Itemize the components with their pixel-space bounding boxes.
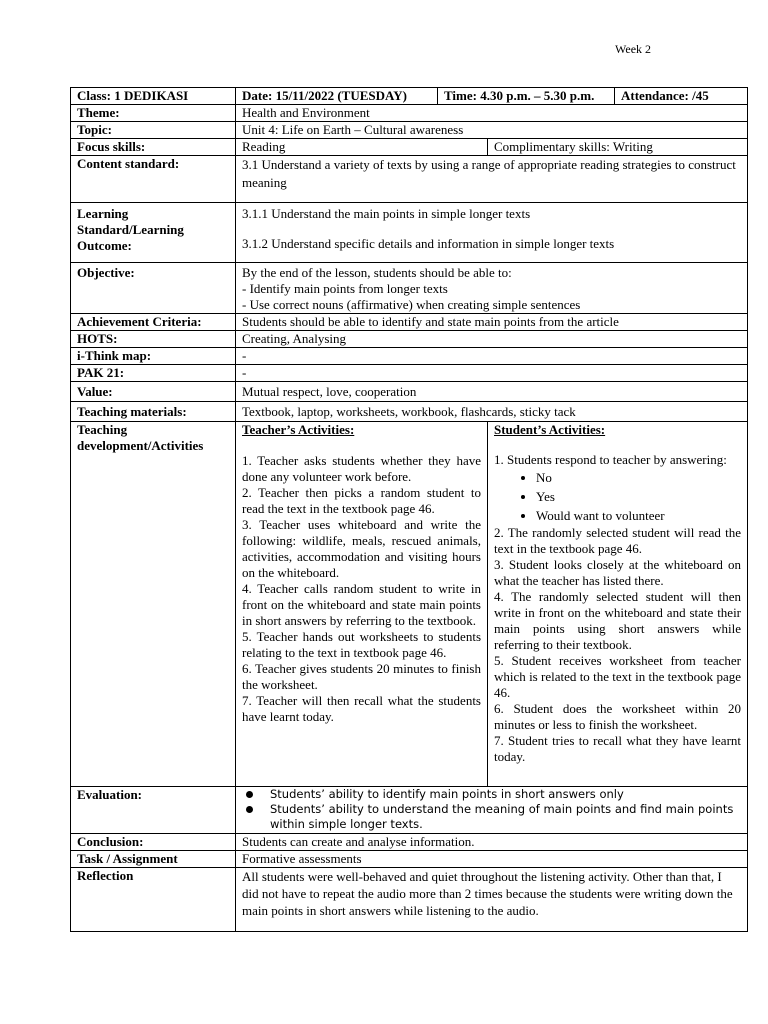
answer-item: • No — [536, 468, 741, 487]
objective-item-1: - Identify main points from longer texts — [242, 281, 448, 296]
date-cell: Date: 15/11/2022 (TUESDAY) — [236, 88, 438, 105]
teacher-step: 5. Teacher hands out worksheets to students relating to the text in textbook page 46. — [242, 629, 481, 660]
achievement-row — [71, 314, 748, 331]
hots-label: HOTS: — [71, 331, 236, 348]
student-answers — [494, 468, 741, 525]
hots-value: Creating, Analysing — [236, 331, 748, 348]
materials-value: Textbook, laptop, worksheets, workbook, flashcards, sticky tack — [236, 402, 748, 422]
meta-row — [71, 88, 748, 105]
objective-intro: By the end of the lesson, students should be able to: — [242, 265, 512, 280]
teacher-step: 4. Teacher calls random student to write in front on the whiteboard and state main points in short answers by referring to the textbook. — [242, 581, 481, 628]
topic-value: Unit 4: Life on Earth – Cultural awareness — [236, 122, 748, 139]
learning-standard-2: 3.1.2 Understand specific details and information in simple longer texts — [242, 236, 615, 251]
ithink-value: - — [236, 348, 748, 365]
theme-row — [71, 105, 748, 122]
ithink-row — [71, 348, 748, 365]
evaluation-item: Students’ ability to identify main points in short answers only — [270, 787, 741, 802]
topic-row — [71, 122, 748, 139]
student-step: 2. The randomly selected student will read the text in the textbook page 46. — [494, 525, 742, 556]
task-value: Formative assessments — [236, 851, 748, 868]
class-cell: Class: 1 DEDIKASI — [71, 88, 236, 105]
teacher-step: 1. Teacher asks students whether they have done any volunteer work before. — [242, 453, 481, 484]
focus-row — [71, 139, 748, 156]
reflection-row — [71, 868, 748, 932]
evaluation-item: Students’ ability to understand the meaning of main points and find main points within simple longer texts. — [270, 802, 741, 832]
pak-row — [71, 365, 748, 382]
objective-label: Objective: — [71, 263, 236, 314]
conclusion-row — [71, 834, 748, 851]
topic-label: Topic: — [71, 122, 236, 139]
ithink-label: i-Think map: — [71, 348, 236, 365]
learning-label: Learning Standard/Learning Outcome: — [71, 203, 236, 263]
task-row — [71, 851, 748, 868]
materials-label: Teaching materials: — [71, 402, 236, 422]
focus-label: Focus skills: — [71, 139, 236, 156]
student-step: 4. The randomly selected student will then write in front on the whiteboard and state their main points using short answers while referring to their textbook. — [494, 589, 742, 652]
student-heading: Student’s Activities: — [494, 422, 606, 437]
lesson-plan-table — [70, 87, 748, 932]
teacher-step: 3. Teacher uses whiteboard and write the following: wildlife, meals, rescued animals, activities, accommodation and visiting hours on the whiteboard. — [242, 517, 481, 580]
student-step: 1. Students respond to teacher by answering: — [494, 452, 727, 467]
conclusion-value: Students can create and analyse information. — [236, 834, 748, 851]
objective-row — [71, 263, 748, 314]
theme-label: Theme: — [71, 105, 236, 122]
content-value: 3.1 Understand a variety of texts by using a range of appropriate reading strategies to construct meaning — [236, 156, 748, 203]
learning-row — [71, 203, 748, 263]
attendance-cell: Attendance: /45 — [615, 88, 748, 105]
learning-standard-1: 3.1.1 Understand the main points in simple longer texts — [242, 206, 531, 221]
content-label: Content standard: — [71, 156, 236, 203]
pak-value: - — [236, 365, 748, 382]
value-row — [71, 382, 748, 402]
week-label: Week 2 — [615, 42, 652, 56]
teacher-heading: Teacher’s Activities: — [242, 422, 355, 437]
reflection-value: All students were well-behaved and quiet throughout the listening activity. Other than that, I did not have to repeat the audio more than 2 times because the students were writing down the main points in short answers while listening to the audio. — [236, 868, 748, 932]
activities-row — [71, 422, 748, 787]
student-step: 7. Student tries to recall what they have learnt today. — [494, 733, 742, 764]
pak-label: PAK 21: — [71, 365, 236, 382]
evaluation-list — [242, 787, 741, 832]
student-activities — [488, 422, 748, 787]
content-row — [71, 156, 748, 203]
student-step: 6. Student does the worksheet within 20 minutes or less to finish the worksheet. — [494, 701, 742, 732]
objective-item-2: - Use correct nouns (affirmative) when creating simple sentences — [242, 297, 581, 312]
conclusion-label: Conclusion: — [71, 834, 236, 851]
teacher-activities — [236, 422, 488, 787]
focus-main-value: Reading — [236, 139, 488, 156]
task-label: Task / Assignment — [71, 851, 236, 868]
achievement-label: Achievement Criteria: — [71, 314, 236, 331]
achievement-value: Students should be able to identify and state main points from the article — [236, 314, 748, 331]
teacher-step: 7. Teacher will then recall what the students have learnt today. — [242, 693, 481, 724]
student-step: 3. Student looks closely at the whiteboard on what the teacher has listed there. — [494, 557, 742, 588]
answer-item: • Would want to volunteer — [536, 506, 741, 525]
materials-row — [71, 402, 748, 422]
reflection-label: Reflection — [71, 868, 236, 932]
teacher-step: 2. Teacher then picks a random student to read the text in the textbook page 46. — [242, 485, 481, 516]
answer-item: • Yes — [536, 487, 741, 506]
value-label: Value: — [71, 382, 236, 402]
focus-comp-value: Complimentary skills: Writing — [488, 139, 748, 156]
value-value: Mutual respect, love, cooperation — [236, 382, 748, 402]
student-step: 5. Student receives worksheet from teacher which is related to the text in the textbook page 46. — [494, 653, 742, 700]
hots-row — [71, 331, 748, 348]
evaluation-row — [71, 787, 748, 834]
teaching-label: Teaching development/Activities — [71, 422, 236, 787]
theme-value: Health and Environment — [236, 105, 748, 122]
teacher-step: 6. Teacher gives students 20 minutes to finish the worksheet. — [242, 661, 481, 692]
evaluation-label: Evaluation: — [71, 787, 236, 834]
time-cell: Time: 4.30 p.m. – 5.30 p.m. — [438, 88, 615, 105]
